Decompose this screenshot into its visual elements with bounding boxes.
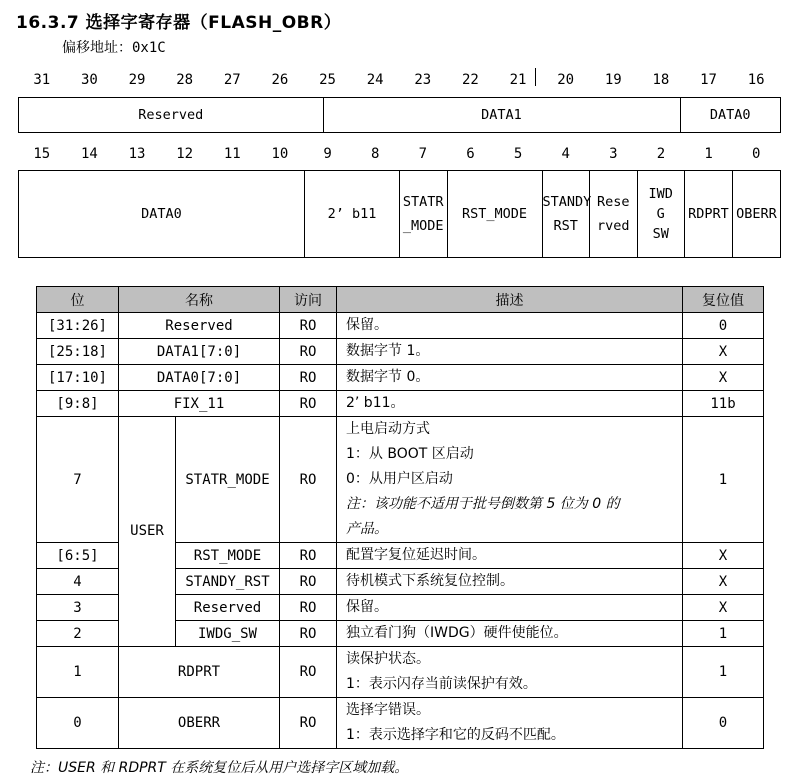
field-standy-line1: STANDY [542,194,592,210]
cell-name: OBERR [119,698,280,749]
bit-number: 10 [271,146,289,162]
bit-number: 5 [513,146,523,162]
bit-number: 4 [561,146,570,162]
bit-number: 15 [33,146,51,162]
cell-name: Reserved [119,313,280,339]
cell-desc: 保留。 [337,595,683,621]
table-row [37,339,764,365]
bit-number: 23 [414,72,432,88]
desc-line: 1：表示闪存当前读保护有效。 [346,676,537,692]
bit-number: 28 [176,72,194,88]
field-iwdg-sw [637,171,685,258]
field-standy-rst [542,171,590,258]
bit-number: 1 [704,146,713,162]
header-name: 名称 [119,287,280,313]
header-access: 访问 [280,287,337,313]
cell-bit: [6:5] [37,543,119,569]
register-map-low [18,170,781,258]
cell-name: DATA0[7:0] [119,365,280,391]
cell-reset: X [683,569,764,595]
cell-bit: 7 [37,417,119,543]
table-row [37,391,764,417]
bit-number: 16 [747,72,765,88]
cell-name: Reserved [176,595,280,621]
header-reset: 复位值 [683,287,764,313]
cell-access: RO [280,621,337,647]
cell-reset: X [683,339,764,365]
desc-line: 上电启动方式 [346,421,430,437]
bit-number: 6 [466,146,475,162]
cell-desc [337,647,683,698]
cell-desc: 独立看门狗（IWDG）硬件使能位。 [337,621,683,647]
bit-number: 2 [656,146,666,162]
cell-bit: 1 [37,647,119,698]
bit-number: 29 [128,72,146,88]
cell-reset: 1 [683,417,764,543]
field-statr-mode-line2: _MODE [402,218,444,234]
bit-number: 13 [128,146,146,162]
field-data1: DATA1 [323,98,680,133]
cell-access: RO [280,365,337,391]
table-row [37,647,764,698]
cell-group-user: USER [119,417,176,647]
cell-desc [337,698,683,749]
bit-numbers-high [18,69,780,91]
cell-reset: 1 [683,621,764,647]
desc-line: 选择字错误。 [346,702,430,718]
bit-number: 20 [557,72,575,88]
bit-number: 9 [323,146,332,162]
header-bit: 位 [37,287,119,313]
cell-bit: [25:18] [37,339,119,365]
field-res-line1: Rese [596,194,630,210]
field-standy-line2: RST [553,218,578,234]
cell-bit: 2 [37,621,119,647]
table-row [37,698,764,749]
cell-name: IWDG_SW [176,621,280,647]
cell-desc [337,417,683,543]
field-rdprt: RDPRT [685,171,733,258]
bit-number: 25 [319,72,336,88]
cell-desc: 待机模式下系统复位控制。 [337,569,683,595]
field-reserved: Reserved [19,98,324,133]
cell-desc: 保留。 [337,313,683,339]
cell-name: RDPRT [119,647,280,698]
bit-number: 31 [33,72,51,88]
bit-numbers-low [18,143,780,165]
desc-line: 1：从 BOOT 区启动 [346,446,474,462]
desc-line: 1：表示选择字和它的反码不匹配。 [346,727,565,743]
cell-access: RO [280,313,337,339]
cell-reset: X [683,543,764,569]
cell-access: RO [280,339,337,365]
bit-number: 19 [604,72,622,88]
cell-bit: 4 [37,569,119,595]
cell-desc: 配置字复位延迟时间。 [337,543,683,569]
bit-number: 26 [271,72,289,88]
register-map-high [18,97,781,133]
field-data0-high: DATA0 [680,98,781,133]
bit-number: 8 [370,146,380,162]
bit-number: 11 [223,146,241,162]
cell-access: RO [280,569,337,595]
desc-line: 读保护状态。 [346,651,430,667]
desc-note: 产品。 [346,521,388,537]
cell-name: FIX_11 [119,391,280,417]
bit-number: 12 [176,146,194,162]
cell-access: RO [280,698,337,749]
cell-name: STATR_MODE [176,417,280,543]
cell-reset: 11b [683,391,764,417]
cell-reset: X [683,595,764,621]
field-fix: 2’ b11 [305,171,400,258]
field-data0-low: DATA0 [19,171,305,258]
desc-line: 0：从用户区启动 [346,471,453,487]
table-row [37,313,764,339]
field-statr-mode-line1: STATR [402,194,444,210]
cell-bit: 3 [37,595,119,621]
cell-access: RO [280,391,337,417]
table-row [37,365,764,391]
cell-bit: [17:10] [37,365,119,391]
bit-separator [535,68,536,86]
cell-access: RO [280,543,337,569]
table-row [37,417,764,543]
cell-bit: [31:26] [37,313,119,339]
cell-reset: 0 [683,698,764,749]
cell-desc: 2’ b11。 [337,391,683,417]
cell-reset: 0 [683,313,764,339]
bit-number: 0 [751,146,761,162]
cell-name: STANDY_RST [176,569,280,595]
bit-number: 21 [509,72,527,88]
field-iwdg-line2: G [656,206,665,222]
cell-desc: 数据字节 0。 [337,365,683,391]
field-iwdg-line1: IWD [648,186,673,202]
cell-name: DATA1[7:0] [119,339,280,365]
field-oberr: OBERR [733,171,781,258]
cell-access: RO [280,595,337,621]
section-title: 16.3.7 选择字寄存器（FLASH_OBR） [16,13,342,33]
cell-access: RO [280,417,337,543]
cell-bit: 0 [37,698,119,749]
bit-number: 14 [81,146,98,162]
field-reserved-bit3 [590,171,638,258]
bit-number: 22 [462,72,479,88]
desc-note: 注：该功能不适用于批号倒数第 5 位为 0 的 [346,496,620,512]
cell-desc: 数据字节 1。 [337,339,683,365]
cell-reset: 1 [683,647,764,698]
bit-number: 30 [81,72,98,88]
bit-number: 17 [700,72,717,88]
cell-access: RO [280,647,337,698]
bit-number: 7 [418,146,428,162]
field-res-line2: rved [596,218,630,234]
footnote: 注：USER 和 RDPRT 在系统复位后从用户选择字区域加载。 [30,760,409,776]
bit-description-table [36,286,764,749]
field-iwdg-line3: SW [652,226,669,242]
cell-name: RST_MODE [176,543,280,569]
bit-number: 27 [223,72,241,88]
header-desc: 描述 [337,287,683,313]
cell-reset: X [683,365,764,391]
bit-number: 3 [609,146,618,162]
bit-number: 18 [652,72,670,88]
cell-bit: [9:8] [37,391,119,417]
offset-address: 偏移地址：0x1C [62,40,166,56]
field-statr-mode [400,171,448,258]
field-rst-mode: RST_MODE [447,171,542,258]
table-header [37,287,764,313]
bit-number: 24 [366,72,384,88]
